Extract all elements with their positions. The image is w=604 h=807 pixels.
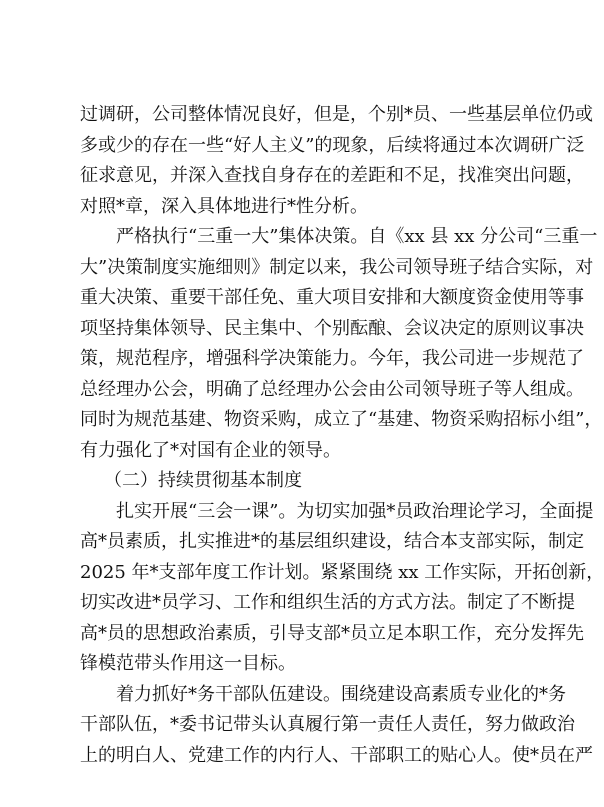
- paragraph-line: 大”决策制度实施细则》制定以来，我公司领导班子结合实际，对: [80, 256, 594, 278]
- paragraph-line: 2025 年*支部年度工作计划。紧紧围绕 xx 工作实际，开拓创新，: [80, 561, 604, 583]
- section-heading: （二）持续贯彻基本制度: [104, 470, 302, 491]
- paragraph-line: 上的明白人、党建工作的内行人、干部职工的贴心人。使*员在严: [80, 744, 593, 766]
- paragraph-line: 多或少的存在一些“好人主义”的现象，后续将通过本次调研广泛: [80, 134, 585, 156]
- document-body: [80, 100, 604, 771]
- paragraph-line: 同时为规范基建、物资采购，成立了“基建、物资采购招标小组”，: [80, 409, 603, 430]
- paragraph-line: 扎实开展“三会一课”。为切实加强*员政治理论学习，全面提: [116, 500, 594, 522]
- paragraph-line: 切实改进*员学习、工作和组织生活的方式方法。制定了不断提: [80, 592, 575, 613]
- paragraph-line: 策，规范程序，增强科学决策能力。今年，我公司进一步规范了: [80, 348, 584, 369]
- paragraph-line: 对照*章，深入具体地进行*性分析。: [80, 195, 368, 217]
- paragraph-line: 干部队伍，*委书记带头认真履行第一责任人责任，努力做政治: [80, 714, 575, 735]
- paragraph-line: 高*员的思想政治素质，引导支部*员立足本职工作，充分发挥先: [80, 622, 584, 644]
- paragraph-line: 锋模范带头作用这一目标。: [80, 653, 296, 674]
- paragraph-line: 项坚持集体领导、民主集中、个别酝酿、会议决定的原则议事决: [80, 317, 584, 339]
- paragraph-line: 着力抓好*务干部队伍建设。围绕建设高素质专业化的*务: [116, 683, 566, 705]
- paragraph-line: 严格执行“三重一大”集体决策。自《xx 县 xx 分公司“三重一: [116, 226, 598, 247]
- paragraph-line: 过调研，公司整体情况良好，但是，个别*员、一些基层单位仍或: [80, 104, 593, 125]
- paragraph-line: 总经理办公会，明确了总经理办公会由公司领导班子等人组成。: [80, 378, 584, 400]
- paragraph-line: 高*员素质，扎实推进*的基层组织建设，结合本支部实际，制定: [80, 531, 584, 552]
- paragraph-line: 重大决策、重要干部任免、重大项目安排和大额度资金使用等事: [80, 287, 584, 308]
- paragraph-line: 征求意见，并深入查找自身存在的差距和不足，找准突出问题，: [80, 165, 584, 186]
- paragraph-line: 有力强化了*对国有企业的领导。: [80, 439, 341, 461]
